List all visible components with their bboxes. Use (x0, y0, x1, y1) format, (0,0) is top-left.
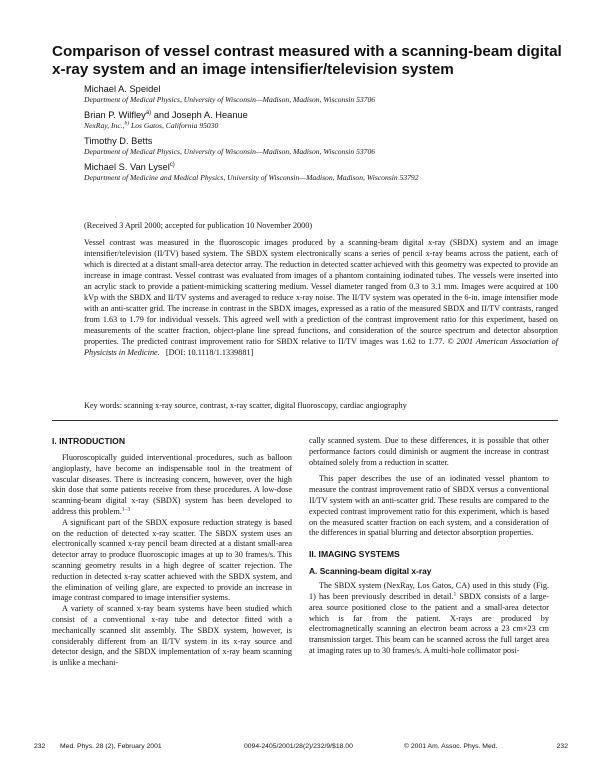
author-block (84, 84, 564, 188)
reference-marker[interactable]: 1 (453, 591, 457, 598)
author-affiliation: Department of Medicine and Medical Physics, University of Wisconsin—Madison, Madison, Wisconsin 53792 (84, 173, 419, 182)
right-column (309, 436, 549, 657)
page-footer (34, 742, 568, 754)
author-name: Timothy D. Betts (84, 136, 153, 146)
keywords: Key words: scanning x-ray source, contrast, x-ray scatter, digital fluoroscopy, cardiac angiography (84, 401, 407, 410)
body-paragraph: cally scanned system. Due to these differences, it is possible that other performance factors could diminish or augment the increase in contrast obtained solely from a reduction in scatter. (309, 436, 549, 467)
author-entry (84, 110, 564, 131)
author-name: Brian P. Wilfley$^{a)}$ and Joseph A. Heanue (84, 109, 248, 120)
paper-title: Comparison of vessel contrast measured with a scanning-beam digital x-ray system and an image intensifier/television system (52, 43, 562, 78)
body-paragraph: Fluoroscopically guided interventional procedures, such as balloon angioplasty, have become an indispensable tool in the treatment of vascular diseases. There is increasing concern, however, over the high skin dose that some patients receive from these procedures. A low-dose scanning-beam digital x-ray (SBDX) system has been developed to address this problem.$^{1-3}$ (52, 453, 292, 516)
section-heading-introduction: I. INTRODUCTION (52, 436, 126, 446)
page-number-left: 232 (34, 743, 46, 750)
author-entry (84, 84, 564, 105)
body-paragraph: A variety of scanned x-ray beam systems have been studied which consist of a conventional x-ray tube and detector fitted with a mechanically scanned slit assembly. The SBDX system, however, is considerably different from an II/TV system in its x-ray source and detector design, and the SBDX implementation of x-ray beam scanning is unlike a mechani- (52, 604, 292, 668)
journal-citation: Med. Phys. 28 (2), February 2001 (60, 743, 162, 750)
author-affiliation: Department of Medical Physics, University of Wisconsin—Madison, Madison, Wisconsin 53706 (84, 147, 376, 156)
author-name: Michael A. Speidel (84, 84, 161, 94)
doi-link[interactable]: [DOI: 10.1118/1.1339881] (165, 347, 254, 357)
body-paragraph: A significant part of the SBDX exposure reduction strategy is based on the reduction of detected x-ray scatter. The SBDX system uses an electronically scanned x-ray pencil beam directed at a distant small-area detector array to produce fluoroscopic images at up to 30 frames/s. This scanning geometry results in a high degree of scatter rejection. The reduction in detected x-ray scatter achieved with the SBDX system, and the elimination of veiling glare, are expected to provide an increase in image contrast compared to image intensifier systems. (52, 517, 292, 603)
footer-copyright: © 2001 Am. Assoc. Phys. Med. (404, 743, 498, 750)
author-name: Michael S. Van Lysel$^{c)}$ (84, 161, 175, 172)
abstract-text: Vessel contrast was measured in the fluoroscopic images produced by a scanning-beam digital x-ray (SBDX) system and an image intensifier/television (II/TV) based system. The SBDX system electronically scans a series of pencil x-ray beams across the patient, each of which is directed at a distant small-area detector array. The reduction in detected scatter achieved with this geometry was expected to provide an increase in image contrast. Vessel contrast was evaluated from images of a phantom containing iodinated tubes. The vessels were inserted into an acrylic stack to provide a patient-mimicking scattering medium. Vessel diameter ranged from 0.3 to 3.1 mm. Images were acquired at 100 kVp with the SBDX and II/TV systems and averaged to reduce x-ray noise. The II/TV system was operated in the 6-in. image intensifier mode with an anti-scatter grid. The increase in contrast in the SBDX images, expressed as a ratio of the measured SBDX and II/TV contrasts, ranged from 1.63 to 1.79 for individual vessels. This agreed well with a prediction of the contrast improvement ratio for this experiment, based on measurements of the scatter fraction, object-plane line spread functions, and consideration of the source spectrum and detector absorption properties. The predicted contrast improvement ratio for SBDX relative to II/TV images was 1.62 to 1.77. (84, 238, 558, 346)
reference-marker[interactable]: 1–3 (121, 506, 131, 513)
article-code: 0094-2405/2001/28(2)/232/9/$18.00 (244, 743, 353, 750)
author-entry (84, 162, 564, 183)
author-affiliation: NexRay, Inc.,$^{b)}$ Los Gatos, California 95030 (84, 120, 219, 130)
footnote-marker: a) (145, 109, 152, 116)
author-affiliation: Department of Medical Physics, University of Wisconsin—Madison, Madison, Wisconsin 53706 (84, 95, 376, 104)
abstract (84, 238, 558, 358)
footnote-marker: b) (124, 120, 130, 127)
left-column (52, 436, 292, 669)
body-paragraph: This paper describes the use of an iodinated vessel phantom to measure the contrast improvement ratio of SBDX versus a conventional II/TV system with an anti-scatter grid. These results are compared to the expected contrast improvement ratio for this experiment, which is based on the measured scatter fraction on each system, and a consideration of the differences in spatial blurring and detector absorption properties. (309, 474, 549, 538)
section-heading-imaging-systems: II. IMAGING SYSTEMS (309, 549, 400, 560)
page-number-right: 232 (556, 743, 568, 750)
body-paragraph: The SBDX system (NexRay, Los Gatos, CA) used in this study (Fig. 1) has been previously described in detail.$^1$ SBDX consists of a large-area source positioned close to the patient and a small-area detector which is far from the patient. X-rays are produced by electromagnetically scanning an electron beam across a 23 cm×23 cm transmission target. This beam can be scanned across the full target area at imaging rates up to 30 frames/s. A multi-hole collimator posi- (309, 581, 549, 655)
abstract-copyright: © 2001 American Association of Physicists in Medicine. (84, 336, 558, 357)
subsection-heading-sbdx: A. Scanning-beam digital x-ray (309, 566, 432, 577)
footnote-marker: c) (169, 161, 175, 168)
author-entry (84, 136, 564, 157)
received-dates: (Received 3 April 2000; accepted for publication 10 November 2000) (84, 221, 313, 230)
section-divider (52, 420, 558, 421)
